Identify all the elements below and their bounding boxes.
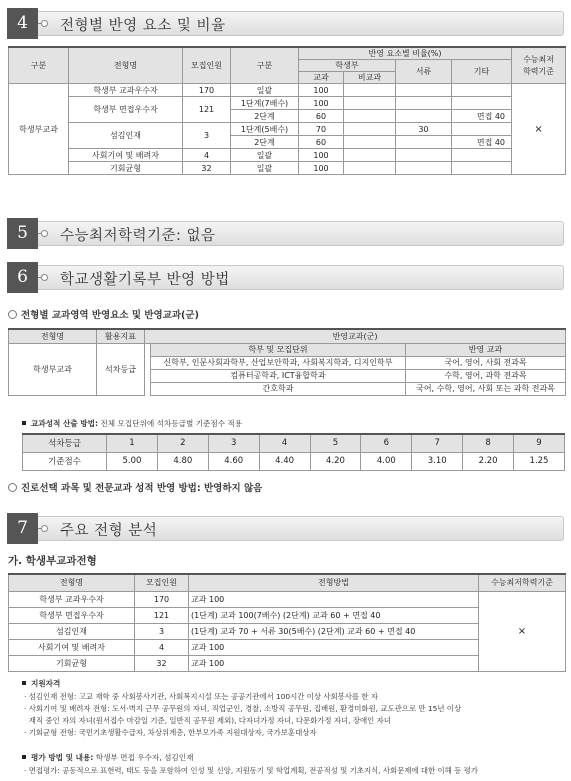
quota-cell: 32 (135, 655, 189, 671)
quota-cell: 3 (183, 123, 231, 149)
subject-cell: 100 (299, 97, 344, 110)
section-5-header (7, 218, 564, 249)
header-score: 기준점수 (23, 452, 107, 470)
stage-cell: 1단계(7배수) (231, 97, 299, 110)
stage-cell: 2단계 (231, 110, 299, 123)
evaluation-line: · 면접평가: 공동적으로 표현력, 태도 등을 포함하여 인성 및 신앙, 지원동기 및 학업계획, 전공적성 및 기초지식, 사회문제에 대한 이해 등 평가 (24, 766, 478, 775)
subsection-heading: 전형별 교과영역 반영요소 및 반영교과(군) (8, 307, 199, 321)
section-6-header (7, 262, 564, 293)
bullet-dot-icon (41, 525, 48, 532)
doc-cell (396, 110, 452, 123)
min-cell: × (479, 591, 566, 671)
etc-cell (452, 162, 512, 175)
etc-cell (452, 123, 512, 136)
doc-cell (396, 149, 452, 162)
unit-cell: 신학부, 인문사회과학부, 산업보안학과, 사회복지학과, 디지인학부 (151, 356, 406, 369)
index-cell: 석차등급 (97, 343, 145, 395)
qualification-heading: 지원자격 (22, 678, 60, 689)
grade-cell: 2 (157, 434, 208, 452)
etc-cell (452, 84, 512, 97)
type-cell: 섬김인재 (69, 123, 183, 149)
refl-cell: 국어, 수학, 영어, 사회 또는 과학 전과목 (406, 382, 566, 395)
header-unit: 학부 및 모집단위 (151, 343, 406, 356)
header-refl: 반영 교과 (406, 343, 566, 356)
method-cell: 교과 100 (189, 639, 479, 655)
qualification-line: 재직 중인 자의 자녀(원서접수 마감일 기준, 일반직 공무원 제외), 다자녀가정 자녀, 다문화가정 자녀, 장애인 자녀 (24, 716, 391, 725)
score-cell: 2.20 (463, 452, 514, 470)
grade-cell: 1 (107, 434, 158, 452)
subject-cell: 60 (299, 110, 344, 123)
grade-note: 교과성적 산출 방법: 전체 모집단위에 석차등급별 기준점수 적용 (22, 418, 242, 429)
etc-cell (452, 149, 512, 162)
quota-cell: 4 (183, 149, 231, 162)
doc-cell (396, 162, 452, 175)
doc-cell (396, 136, 452, 149)
type-cell: 기회균형 (69, 162, 183, 175)
score-cell: 4.80 (157, 452, 208, 470)
quota-cell: 32 (183, 162, 231, 175)
subjects-table (8, 328, 566, 396)
quota-cell: 4 (135, 639, 189, 655)
subsection-heading: 진로선택 과목 및 전문교과 성적 반영 방법: 반영하지 않음 (8, 480, 262, 494)
etc-cell: 면접 40 (452, 110, 512, 123)
section-number: 7 (7, 513, 38, 544)
header-index: 활용지표 (97, 329, 145, 343)
quota-cell: 121 (183, 97, 231, 123)
score-cell: 4.40 (259, 452, 310, 470)
unit-cell: 컴퓨터공학과, ICT융합학과 (151, 369, 406, 382)
circle-bullet-icon (8, 310, 17, 319)
quota-cell: 3 (135, 623, 189, 639)
quota-cell: 170 (135, 591, 189, 607)
circle-bullet-icon (8, 483, 17, 492)
header-doc: 서류 (396, 60, 452, 84)
qualification-line: · 섬김인재 전형: 고교 재학 중 사회봉사기관, 사회복지시설 또는 공공기관에서 100시간 이상 사회봉사를 한 자 (24, 692, 379, 701)
header-record: 학생부 (299, 60, 396, 72)
grade-cell: 5 (310, 434, 361, 452)
method-cell: (1단계) 교과 100(7배수) (2단계) 교과 60 + 면접 40 (189, 607, 479, 623)
section-number: 6 (7, 262, 38, 293)
score-cell: 4.00 (361, 452, 412, 470)
header-subject: 교과 (299, 72, 344, 84)
header-ratio: 반영 요소별 비율(%) (299, 47, 512, 60)
score-cell: 4.20 (310, 452, 361, 470)
analysis-table (8, 573, 566, 672)
qualification-line: · 기회균형 전형: 국민기초생활수급자, 차상위계층, 한부모가족 지원대상자, 국가보훈대상자 (24, 728, 317, 737)
refl-cell: 국어, 영어, 사회 전과목 (406, 356, 566, 369)
type-cell: 섬김인재 (9, 623, 135, 639)
grade-cell: 4 (259, 434, 310, 452)
square-bullet-icon (22, 755, 26, 759)
stage-cell: 2단계 (231, 136, 299, 149)
type-cell: 학생부 교과우수자 (69, 84, 183, 97)
doc-cell (396, 84, 452, 97)
type-cell: 학생부 면접우수자 (9, 607, 135, 623)
header-quota: 모집인원 (135, 574, 189, 591)
type-cell: 학생부 교과우수자 (9, 591, 135, 607)
stage-cell: 일괄 (231, 162, 299, 175)
subject-cell: 100 (299, 162, 344, 175)
subject-cell: 60 (299, 136, 344, 149)
qualification-body (24, 691, 564, 739)
method-cell: 교과 100 (189, 591, 479, 607)
type-cell: 학생부 면접우수자 (69, 97, 183, 123)
section-title: 학교생활기록부 반영 방법 (60, 272, 230, 288)
header-type: 전형명 (9, 574, 135, 591)
grade-score-table (22, 433, 565, 471)
header-type: 전형명 (69, 47, 183, 84)
header-type: 전형명 (9, 329, 97, 343)
grade-cell: 6 (361, 434, 412, 452)
stage-cell: 일괄 (231, 84, 299, 97)
quota-cell: 170 (183, 84, 231, 97)
etc-cell: 면접 40 (452, 136, 512, 149)
type-cell: 학생부교과 (9, 343, 97, 395)
subsection-heading: 가. 학생부교과전형 (8, 555, 97, 567)
unit-cell: 간호학과 (151, 382, 406, 395)
score-cell: 3.10 (412, 452, 463, 470)
type-cell: 사회기여 및 배려자 (69, 149, 183, 162)
header-grade: 석차등급 (23, 434, 107, 452)
group-cell: 학생부교과 (9, 84, 69, 175)
quota-cell: 121 (135, 607, 189, 623)
stage-cell: 일괄 (231, 149, 299, 162)
section-number: 4 (7, 8, 38, 39)
bullet-dot-icon (41, 274, 48, 281)
header-quota: 모집인원 (183, 47, 231, 84)
qualification-line: · 사회기여 및 배려자 전형: 도서·벽지 근무 공무원의 자녀, 직업군인, 경찰, 소방직 공무원, 집배원, 환경미화원, 교도관으로 만 15년 이상 (24, 704, 462, 713)
header-min: 수능최저학력기준 (479, 574, 566, 591)
section-title: 주요 전형 분석 (60, 523, 158, 539)
header-etc: 기타 (452, 60, 512, 84)
type-cell: 기회균형 (9, 655, 135, 671)
score-cell: 5.00 (107, 452, 158, 470)
grade-cell: 3 (208, 434, 259, 452)
ratio-table (8, 46, 566, 175)
header-subjects: 반영교과(군) (145, 329, 566, 343)
subject-cell: 70 (299, 123, 344, 136)
header-nonsubject: 비교과 (344, 72, 396, 84)
grade-cell: 9 (514, 434, 565, 452)
stage-cell: 1단계(5배수) (231, 123, 299, 136)
bullet-dot-icon (41, 20, 48, 27)
bullet-dot-icon (41, 230, 48, 237)
section-number: 5 (7, 218, 38, 249)
square-bullet-icon (22, 681, 26, 685)
header-min: 수능최저 학력기준 (512, 47, 566, 84)
section-title: 전형별 반영 요소 및 비율 (60, 18, 226, 34)
header-gubun: 구분 (9, 47, 69, 84)
doc-cell: 30 (396, 123, 452, 136)
doc-cell (396, 97, 452, 110)
section-title: 수능최저학력기준: 없음 (60, 228, 216, 244)
etc-cell (452, 97, 512, 110)
min-cell: × (512, 84, 566, 175)
score-cell: 1.25 (514, 452, 565, 470)
grade-cell: 8 (463, 434, 514, 452)
score-cell: 4.60 (208, 452, 259, 470)
section-4-header (7, 8, 564, 39)
section-7-header (7, 513, 564, 544)
square-bullet-icon (22, 421, 26, 425)
subject-cell: 100 (299, 84, 344, 97)
method-cell: (1단계) 교과 70 + 서류 30(5배수) (2단계) 교과 60 + 면접 40 (189, 623, 479, 639)
type-cell: 사회기여 및 배려자 (9, 639, 135, 655)
subject-cell: 100 (299, 149, 344, 162)
grade-cell: 7 (412, 434, 463, 452)
header-stage: 구분 (231, 47, 299, 84)
header-method: 전형방법 (189, 574, 479, 591)
evaluation-heading: 평가 방법 및 내용: 학생부 면접 우수자, 섬김인재 (22, 752, 193, 763)
refl-cell: 수학, 영어, 과학 전과목 (406, 369, 566, 382)
method-cell: 교과 100 (189, 655, 479, 671)
